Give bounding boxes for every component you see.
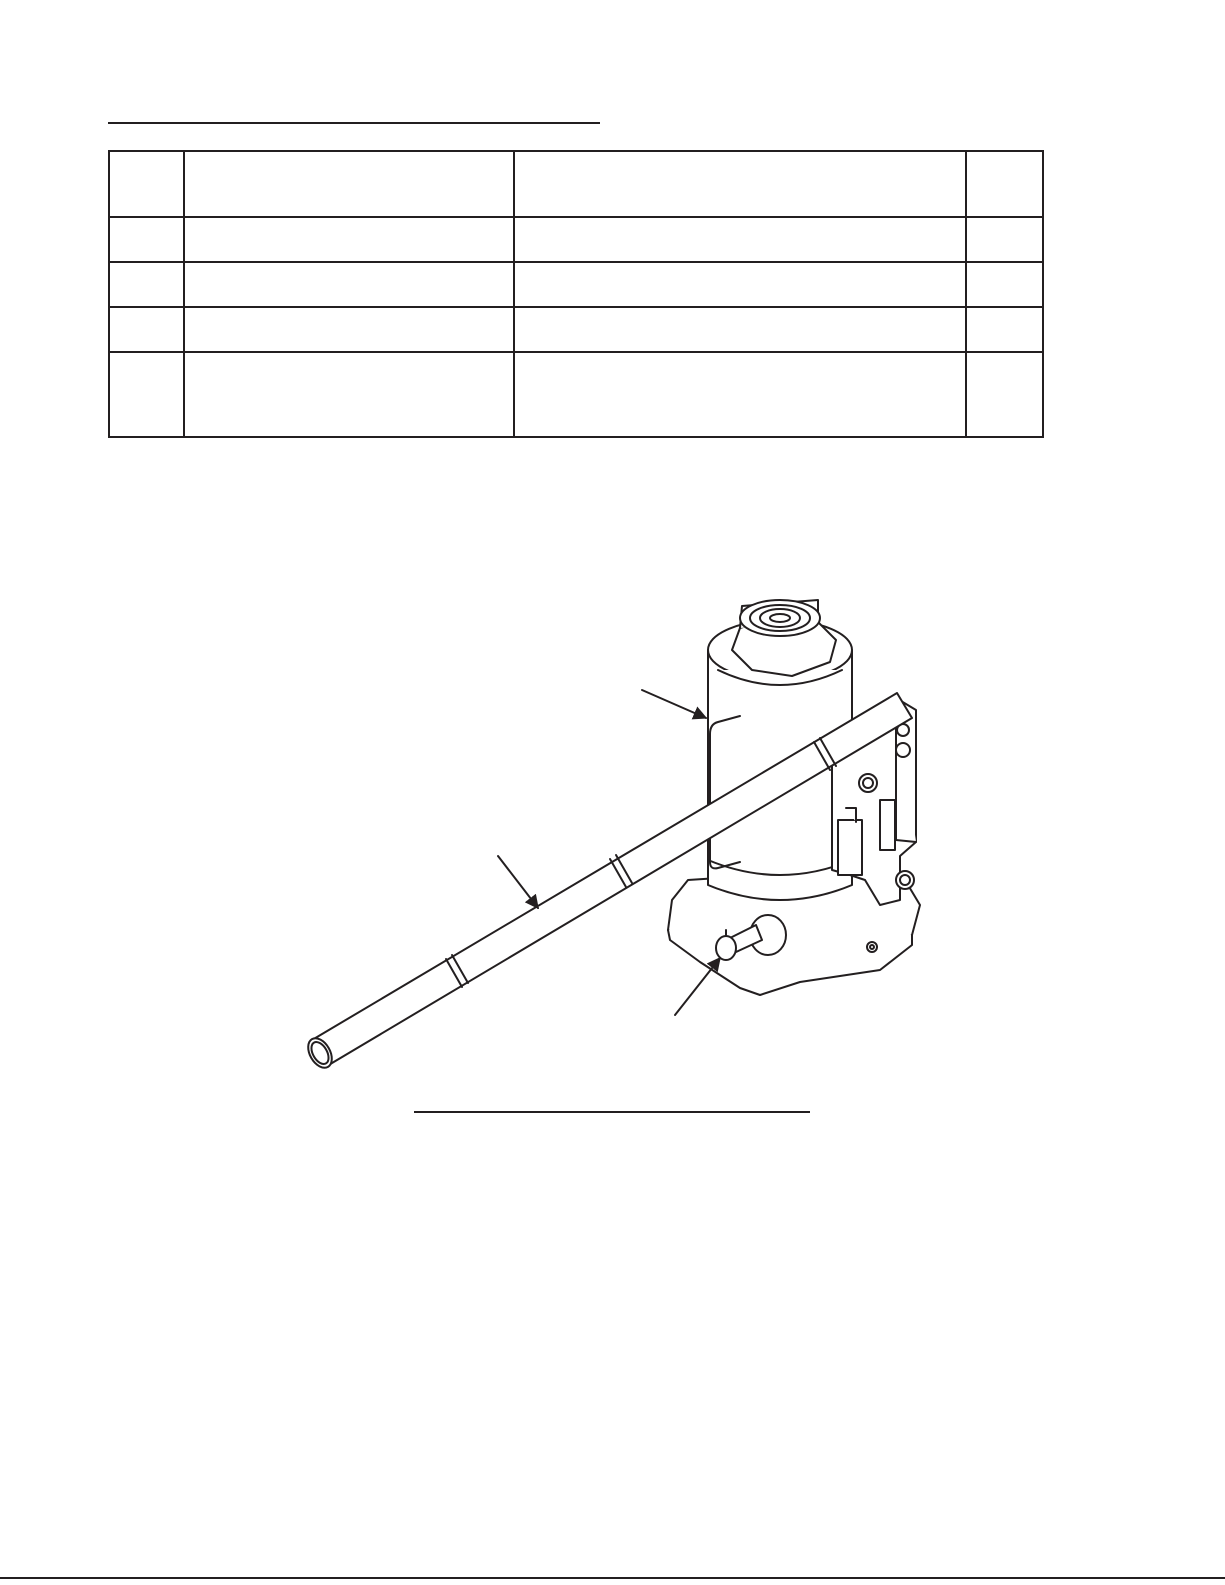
callout-arrow-release-valve (675, 958, 720, 1015)
jack-ram (732, 600, 836, 676)
callout-arrow-handle (498, 856, 538, 908)
page-bottom-rule (0, 1577, 1225, 1579)
callout-arrow-storage-hook (642, 690, 706, 718)
figure-caption-underline (414, 1111, 810, 1113)
